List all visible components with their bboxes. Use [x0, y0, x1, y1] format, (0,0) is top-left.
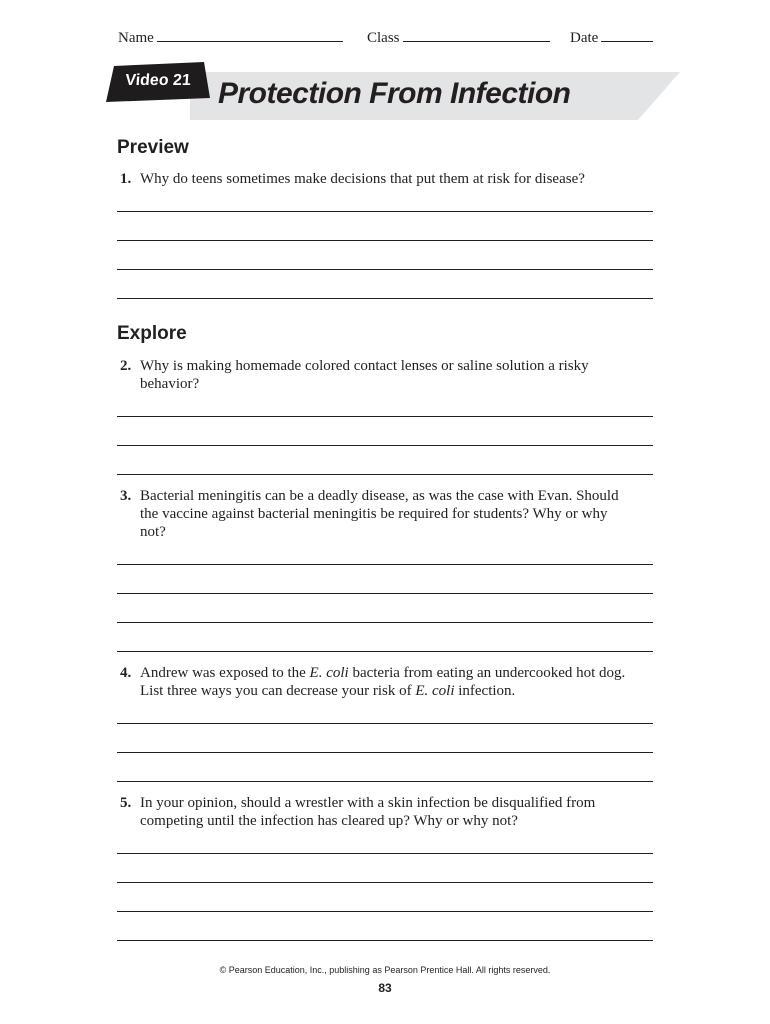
copyright-notice: © Pearson Education, Inc., publishing as Pearson Prentice Hall. All rights reserved. [219, 965, 551, 975]
answer-line[interactable] [117, 269, 653, 270]
class-label: Class [367, 30, 400, 46]
page-number: 83 [378, 981, 392, 995]
answer-line[interactable] [117, 564, 653, 565]
organism-name: E. coli [415, 683, 455, 699]
answer-line[interactable] [117, 240, 653, 241]
question-text-part: infection. [454, 683, 516, 699]
answer-line[interactable] [117, 211, 653, 212]
name-label: Name [118, 30, 154, 46]
question-text: Why is making homemade colored contact lenses or saline solution a risky behavior? [140, 358, 589, 392]
question-text: Why do teens sometimes make decisions that put them at risk for disease? [140, 171, 585, 187]
answer-line[interactable] [117, 781, 653, 782]
question-text-part: Andrew was exposed to the [140, 665, 310, 681]
answer-line[interactable] [117, 853, 653, 854]
question-1 [117, 170, 653, 188]
name-blank[interactable] [157, 28, 343, 42]
answer-line[interactable] [117, 651, 653, 652]
date-blank[interactable] [601, 28, 653, 42]
question-3 [117, 487, 653, 541]
question-number: 1. [120, 171, 132, 187]
question-5 [117, 794, 653, 830]
question-number: 2. [120, 358, 132, 374]
answer-line[interactable] [117, 882, 653, 883]
answer-line[interactable] [117, 752, 653, 753]
answer-line[interactable] [117, 445, 653, 446]
class-blank[interactable] [403, 28, 550, 42]
answer-line[interactable] [117, 298, 653, 299]
answer-line[interactable] [117, 622, 653, 623]
answer-line[interactable] [117, 723, 653, 724]
section-heading-preview: Preview [117, 137, 189, 158]
question-4 [117, 664, 653, 700]
answer-line[interactable] [117, 911, 653, 912]
video-badge: Video 21 [124, 72, 192, 89]
question-2 [117, 357, 653, 393]
question-text: Bacterial meningitis can be a deadly disease, as was the case with Evan. Should the vaccine against bacterial meningitis be required for students? Why or why not? [140, 488, 619, 540]
organism-name: E. coli [309, 665, 349, 681]
question-number: 4. [120, 665, 132, 681]
question-text: In your opinion, should a wrestler with a skin infection be disqualified from competing until the infection has cleared up? Why or why not? [140, 795, 596, 829]
section-heading-explore: Explore [117, 323, 187, 344]
question-text [140, 664, 626, 700]
answer-line[interactable] [117, 416, 653, 417]
page-title: Protection From Infection [218, 77, 571, 110]
question-number: 3. [120, 488, 132, 504]
question-number: 5. [120, 795, 132, 811]
date-label: Date [570, 30, 599, 46]
answer-line[interactable] [117, 474, 653, 475]
date-field[interactable] [570, 28, 653, 47]
name-field[interactable] [118, 28, 343, 47]
class-field[interactable] [367, 28, 550, 47]
answer-line[interactable] [117, 593, 653, 594]
answer-line[interactable] [117, 940, 653, 941]
question-text-part: bacteria from eating an undercooked hot dog. List three ways you can decrease your risk of [140, 665, 626, 699]
